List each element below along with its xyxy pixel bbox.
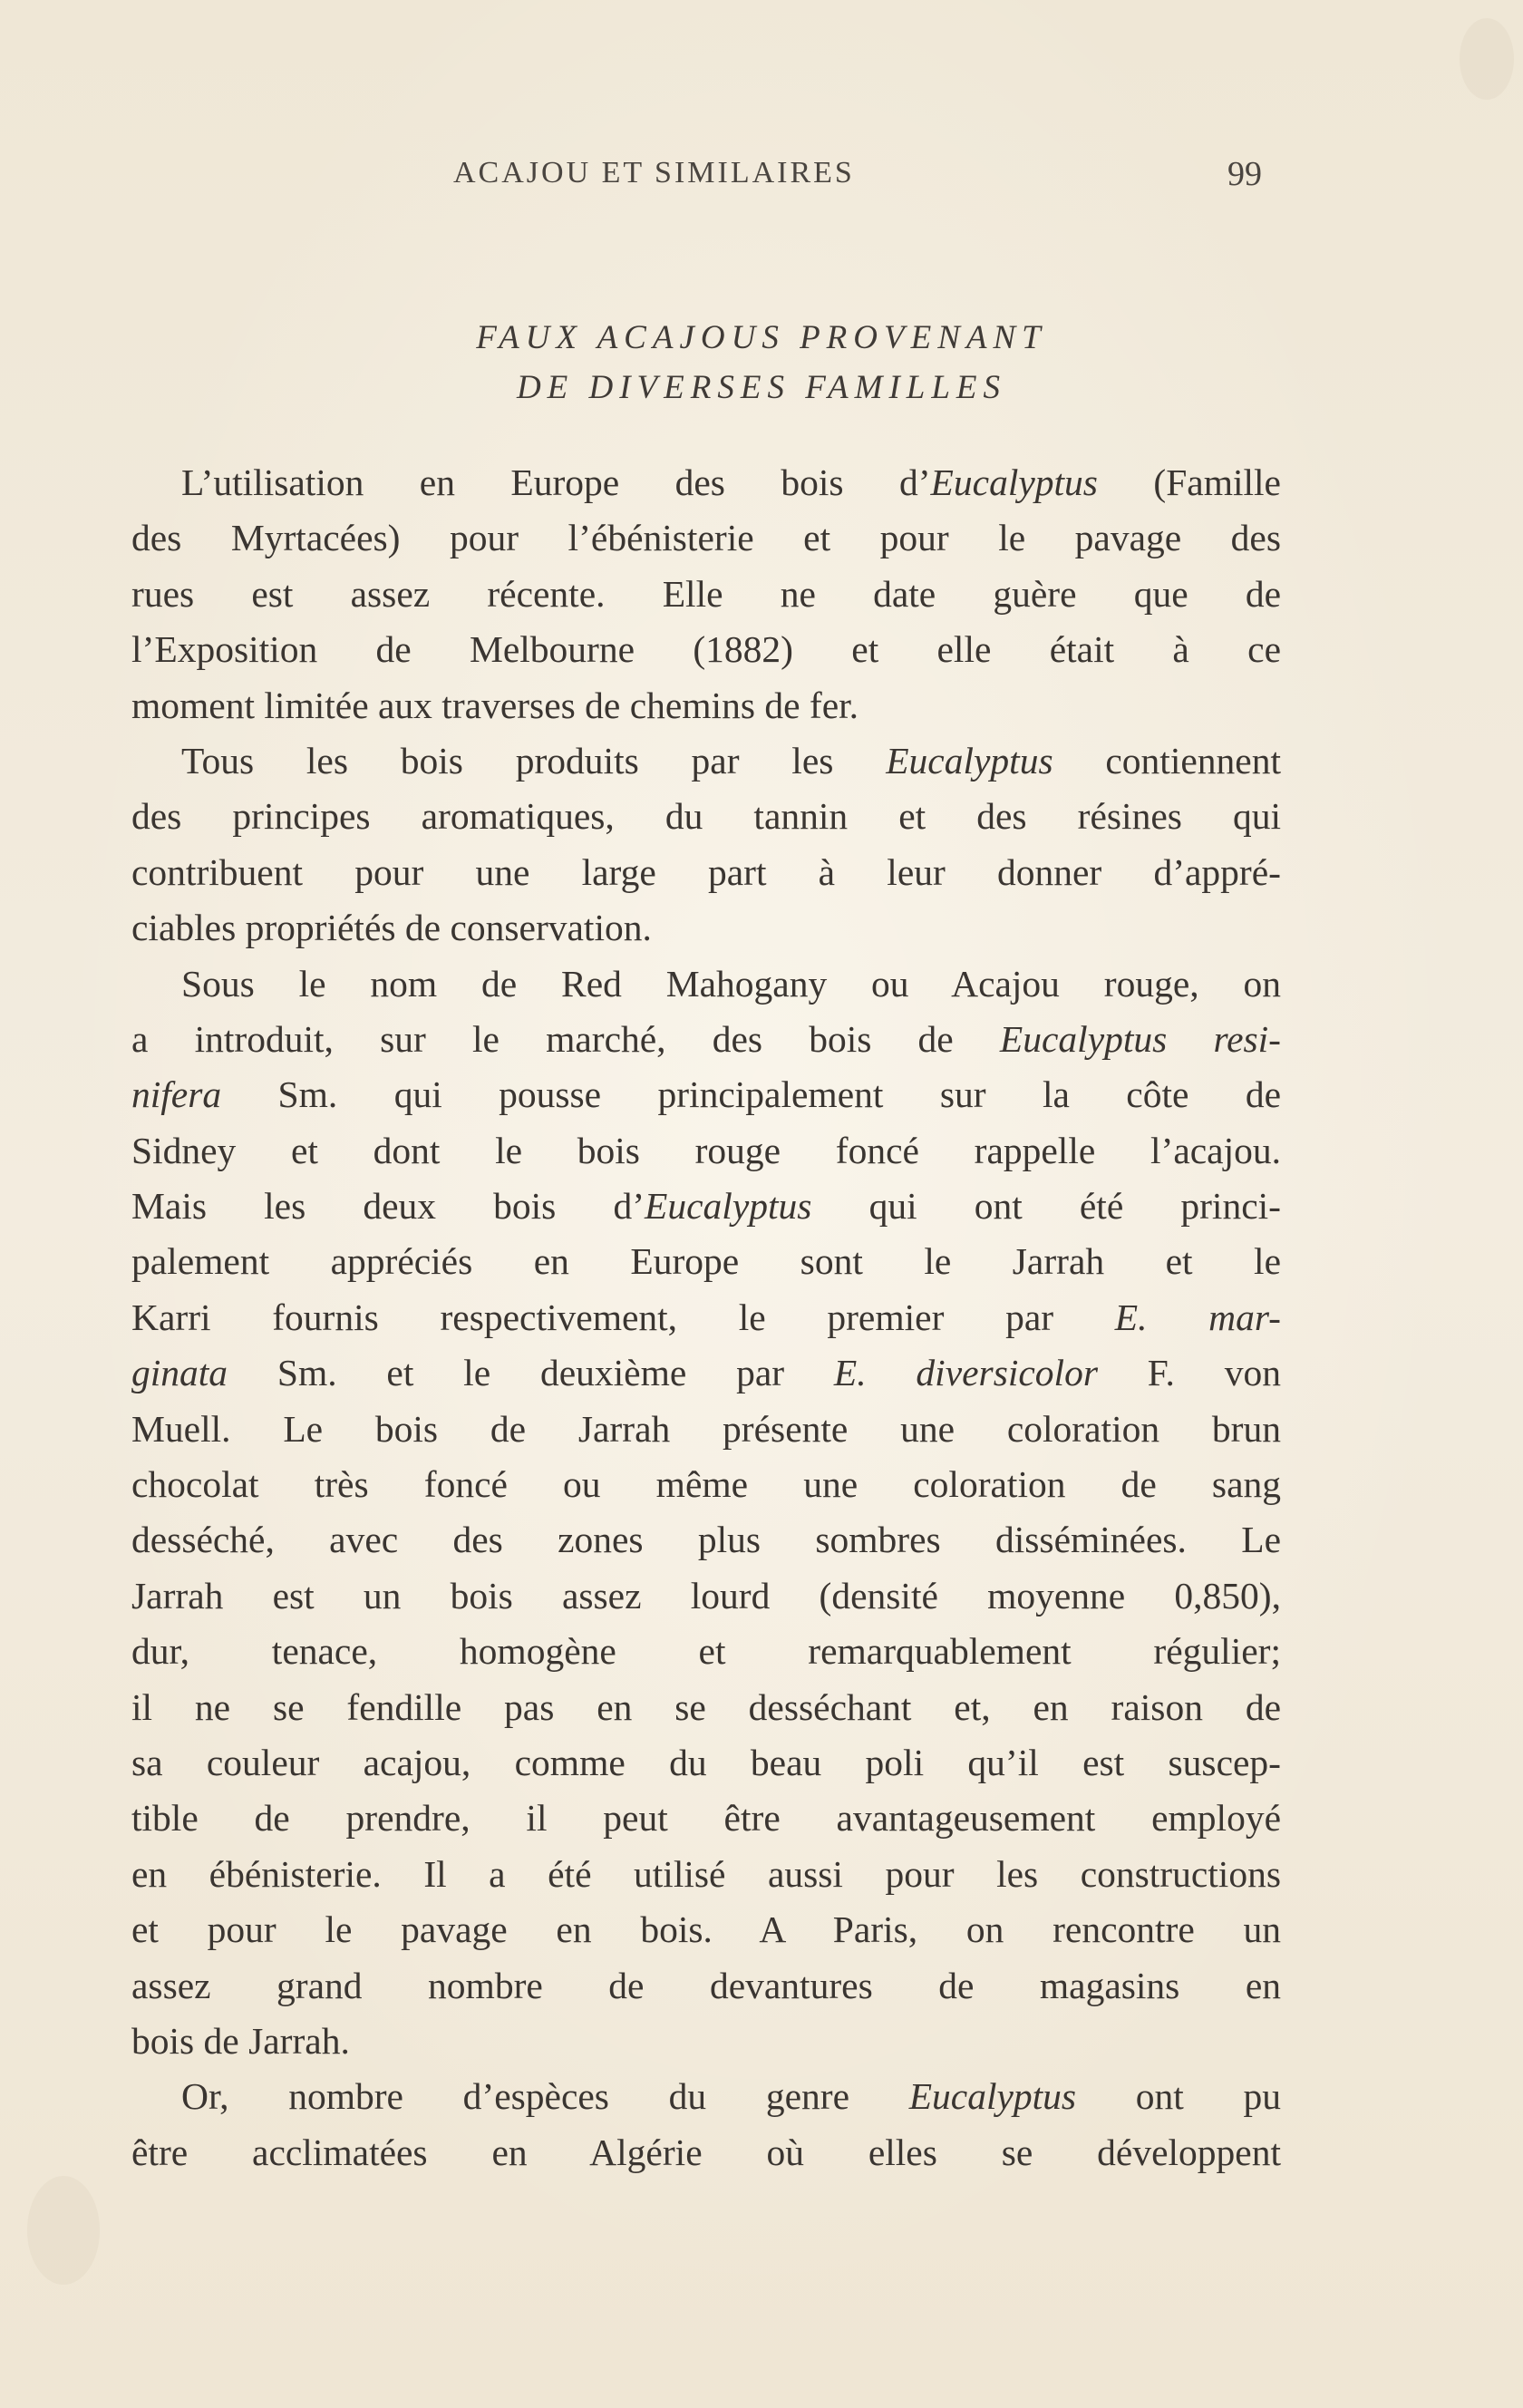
text-line: des Myrtacées) pour l’ébénisterie et pour le pavage des xyxy=(131,517,1281,559)
text-line: desséché, avec des zones plus sombres disséminées. Le xyxy=(131,1519,1281,1561)
text-line: assez grand nombre de devantures de magasins en xyxy=(131,1964,1281,2006)
paper-stain xyxy=(1460,18,1514,100)
text-line: ginata Sm. et le deuxième par E. diversicolor F. von xyxy=(131,1352,1281,1394)
text-line: Sous le nom de Red Mahogany ou Acajou rouge, on xyxy=(181,962,1281,1005)
text-line: être acclimatées en Algérie où elles se développent xyxy=(131,2131,1281,2173)
section-title xyxy=(0,313,1523,413)
text-line: des principes aromatiques, du tannin et des résines qui xyxy=(131,795,1281,838)
text-line: chocolat très foncé ou même une coloration de sang xyxy=(131,1463,1281,1506)
paper-stain xyxy=(27,2176,100,2285)
text-line: tible de prendre, il peut être avantageusement employé xyxy=(131,1797,1281,1840)
text-line: a introduit, sur le marché, des bois de Eucalyptus resi- xyxy=(131,1017,1282,1060)
section-title-line: FAUX ACAJOUS PROVENANT xyxy=(476,319,1047,356)
text-line: Karri fournis respectivement, le premier par E. mar- xyxy=(131,1296,1281,1338)
text-line: dur, tenace, homogène et remarquablement régulier; xyxy=(131,1630,1281,1673)
text-line: moment limitée aux traverses de chemins de fer. xyxy=(131,684,859,726)
paragraph xyxy=(131,2069,1281,2180)
text-line: palement appréciés en Europe sont le Jarrah et le xyxy=(131,1240,1281,1283)
text-line: rues est assez récente. Elle ne date guère que de xyxy=(131,572,1281,615)
text-line: et pour le pavage en bois. A Paris, on rencontre un xyxy=(131,1908,1281,1951)
section-title-line: DE DIVERSES FAMILLES xyxy=(516,369,1007,406)
text-line: l’Exposition de Melbourne (1882) et elle était à ce xyxy=(131,628,1281,671)
text-line: Jarrah est un bois assez lourd (densité moyenne 0,850), xyxy=(131,1574,1281,1617)
text-line: bois de Jarrah. xyxy=(131,2019,350,2062)
text-line: Muell. Le bois de Jarrah présente une coloration brun xyxy=(131,1407,1281,1450)
paragraph xyxy=(131,733,1281,956)
text-line: ciables propriétés de conservation. xyxy=(131,907,652,949)
text-line: Or, nombre d’espèces du genre Eucalyptus ont pu xyxy=(181,2075,1282,2118)
text-line: Mais les deux bois d’Eucalyptus qui ont été princi- xyxy=(131,1185,1281,1228)
text-line: contribuent pour une large part à leur donner d’appré- xyxy=(131,850,1281,893)
text-line: sa couleur acajou, comme du beau poli qu’il est suscep- xyxy=(131,1741,1281,1783)
text-line: Sidney et dont le bois rouge foncé rappelle l’acajou. xyxy=(131,1129,1281,1171)
paragraph xyxy=(131,956,1281,2070)
page-number: 99 xyxy=(1227,155,1262,193)
text-line: il ne se fendille pas en se desséchant et, en raison de xyxy=(131,1685,1281,1728)
paragraph xyxy=(131,455,1281,733)
running-header xyxy=(0,156,1523,201)
text-line: Tous les bois produits par les Eucalyptus contiennent xyxy=(181,739,1281,782)
text-line: nifera Sm. qui pousse principalement sur la côte de xyxy=(131,1073,1281,1116)
body-text xyxy=(131,455,1281,2180)
running-title: ACAJOU ET SIMILAIRES xyxy=(453,156,855,189)
text-line: L’utilisation en Europe des bois d’Eucalyptus (Famille xyxy=(181,461,1281,503)
text-line: en ébénisterie. Il a été utilisé aussi pour les constructions xyxy=(131,1852,1281,1895)
